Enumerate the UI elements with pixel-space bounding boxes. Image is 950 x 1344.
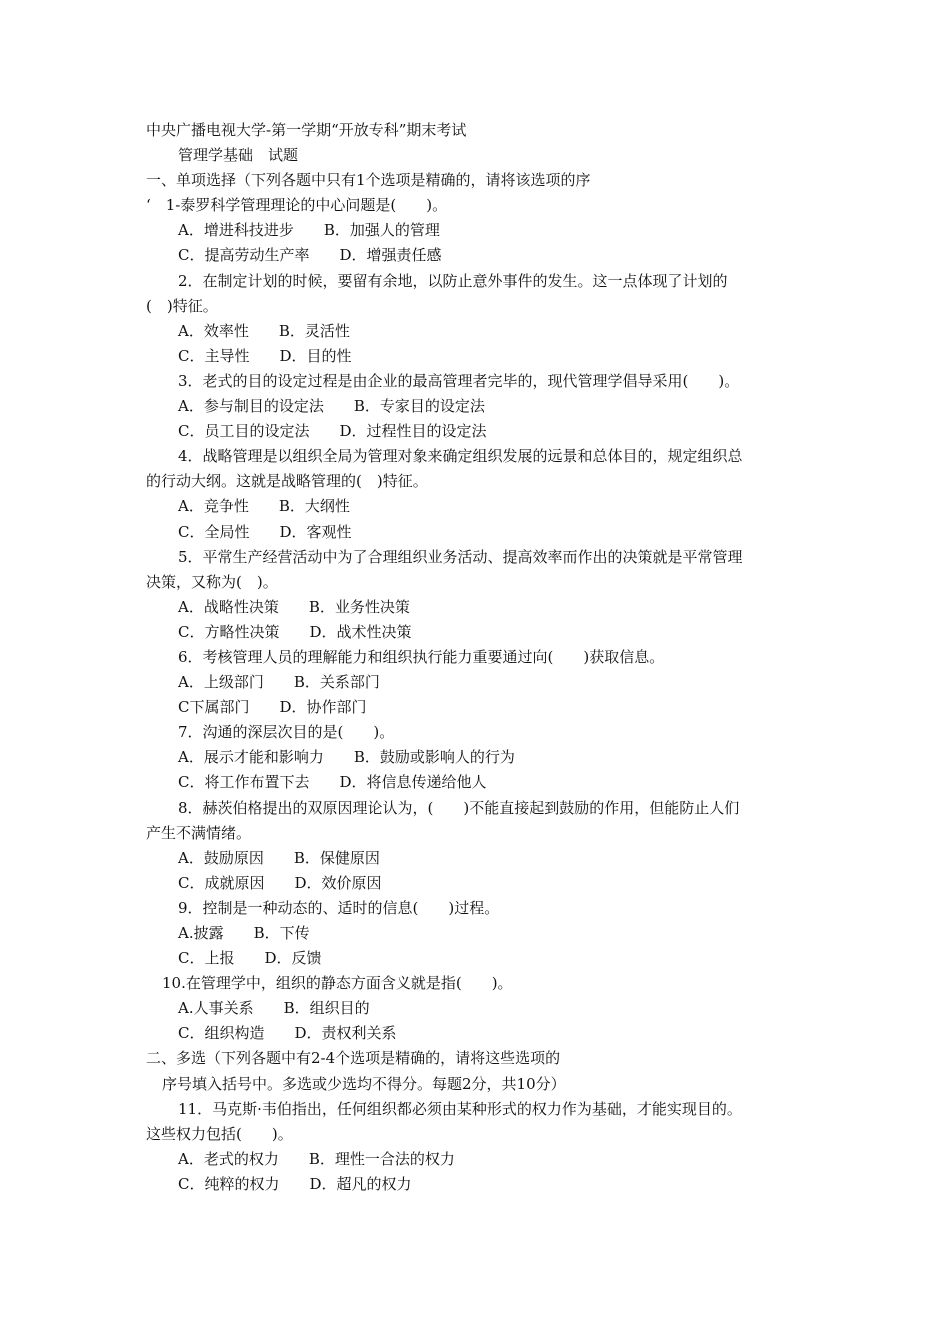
question-stem: 7．沟通的深层次目的是( )。 — [178, 723, 395, 742]
question-options: C．成就原因 D．效价原因 — [178, 873, 382, 892]
question-stem: ( )特征。 — [146, 296, 218, 315]
question-stem: 9．控制是一种动态的、适时的信息( )过程。 — [178, 898, 500, 917]
question-options: A．展示才能和影响力 B．鼓励或影响人的行为 — [178, 748, 515, 767]
question-options: A．战略性决策 B．业务性决策 — [178, 597, 410, 616]
question-options: A.人事关系 B．组织目的 — [178, 999, 370, 1018]
question-options: C．员工目的设定法 D．过程性目的设定法 — [178, 422, 487, 441]
question-stem: 5．平常生产经营活动中为了合理组织业务活动、提高效率而作出的决策就是平常管理 — [178, 547, 743, 566]
question-options: A．效率性 B．灵活性 — [178, 321, 350, 340]
question-options: C．主导性 D．目的性 — [178, 346, 352, 365]
exam-subtitle: 管理学基础 试题 — [178, 146, 299, 165]
question-stem: 6．考核管理人员的理解能力和组织执行能力重要通过向( )获取信息。 — [178, 647, 665, 666]
question-stem: 2．在制定计划的时候，要留有余地，以防止意外事件的发生。这一点体现了计划的 — [178, 271, 728, 290]
question-options: C．组织构造 D．责权利关系 — [178, 1024, 397, 1043]
question-options: C．纯粹的权力 D．超凡的权力 — [178, 1174, 412, 1193]
question-stem: 11．马克斯·韦伯指出，任何组织都必须由某种形式的权力作为基础，才能实现目的。 — [178, 1099, 742, 1118]
question-options: A．增进科技进步 B．加强人的管理 — [178, 221, 440, 240]
section-heading: 一、单项选择（下列各题中只有1个选项是精确的，请将该选项的序 — [146, 171, 591, 190]
question-options: A．上级部门 B．关系部门 — [178, 673, 380, 692]
question-stem: 10.在管理学中，组织的静态方面含义就是指( )。 — [162, 974, 513, 993]
question-stem: 4．战略管理是以组织全局为管理对象来确定组织发展的远景和总体目的，规定组织总 — [178, 447, 743, 466]
question-options: C．上报 D．反馈 — [178, 949, 322, 968]
question-stem: 产生不满情绪。 — [146, 823, 252, 842]
section-heading: 二、多选（下列各题中有2-4个选项是精确的，请将这些选项的 — [146, 1049, 561, 1068]
question-options: C．提高劳动生产率 D．增强责任感 — [178, 246, 442, 265]
question-options: C．全局性 D．客观性 — [178, 522, 352, 541]
question-stem: 8．赫茨伯格提出的双原因理论认为，( )不能直接起到鼓励的作用，但能防止人们 — [178, 798, 740, 817]
question-options: A.披露 B．下传 — [178, 924, 310, 942]
exam-title: 中央广播电视大学-第一学期“开放专科”期末考试 — [146, 121, 467, 139]
question-options: A．竞争性 B．大纲性 — [178, 497, 350, 516]
question-stem: 这些权力包括( )。 — [146, 1124, 293, 1143]
exam-document — [146, 118, 816, 1197]
question-stem: 3．老式的目的设定过程是由企业的最高管理者完毕的，现代管理学倡导采用( )。 — [178, 371, 740, 390]
section-heading: 序号填入括号中。多选或少选均不得分。每题2分，共10分） — [162, 1074, 566, 1093]
question-options: A．老式的权力 B．理性一合法的权力 — [178, 1149, 455, 1168]
question-options: C下属部门 D．协作部门 — [178, 698, 367, 717]
question-stem: ‘ 1-泰罗科学管理理论的中心问题是( )。 — [146, 196, 448, 215]
question-options: A．鼓励原因 B．保健原因 — [178, 848, 380, 867]
question-options: A．参与制目的设定法 B．专家目的设定法 — [178, 397, 485, 416]
question-options: C．方略性决策 D．战术性决策 — [178, 622, 412, 641]
question-stem: 的行动大纲。这就是战略管理的( )特征。 — [146, 472, 428, 491]
question-options: C．将工作布置下去 D．将信息传递给他人 — [178, 773, 487, 792]
question-stem: 决策，又称为( )。 — [146, 572, 278, 591]
